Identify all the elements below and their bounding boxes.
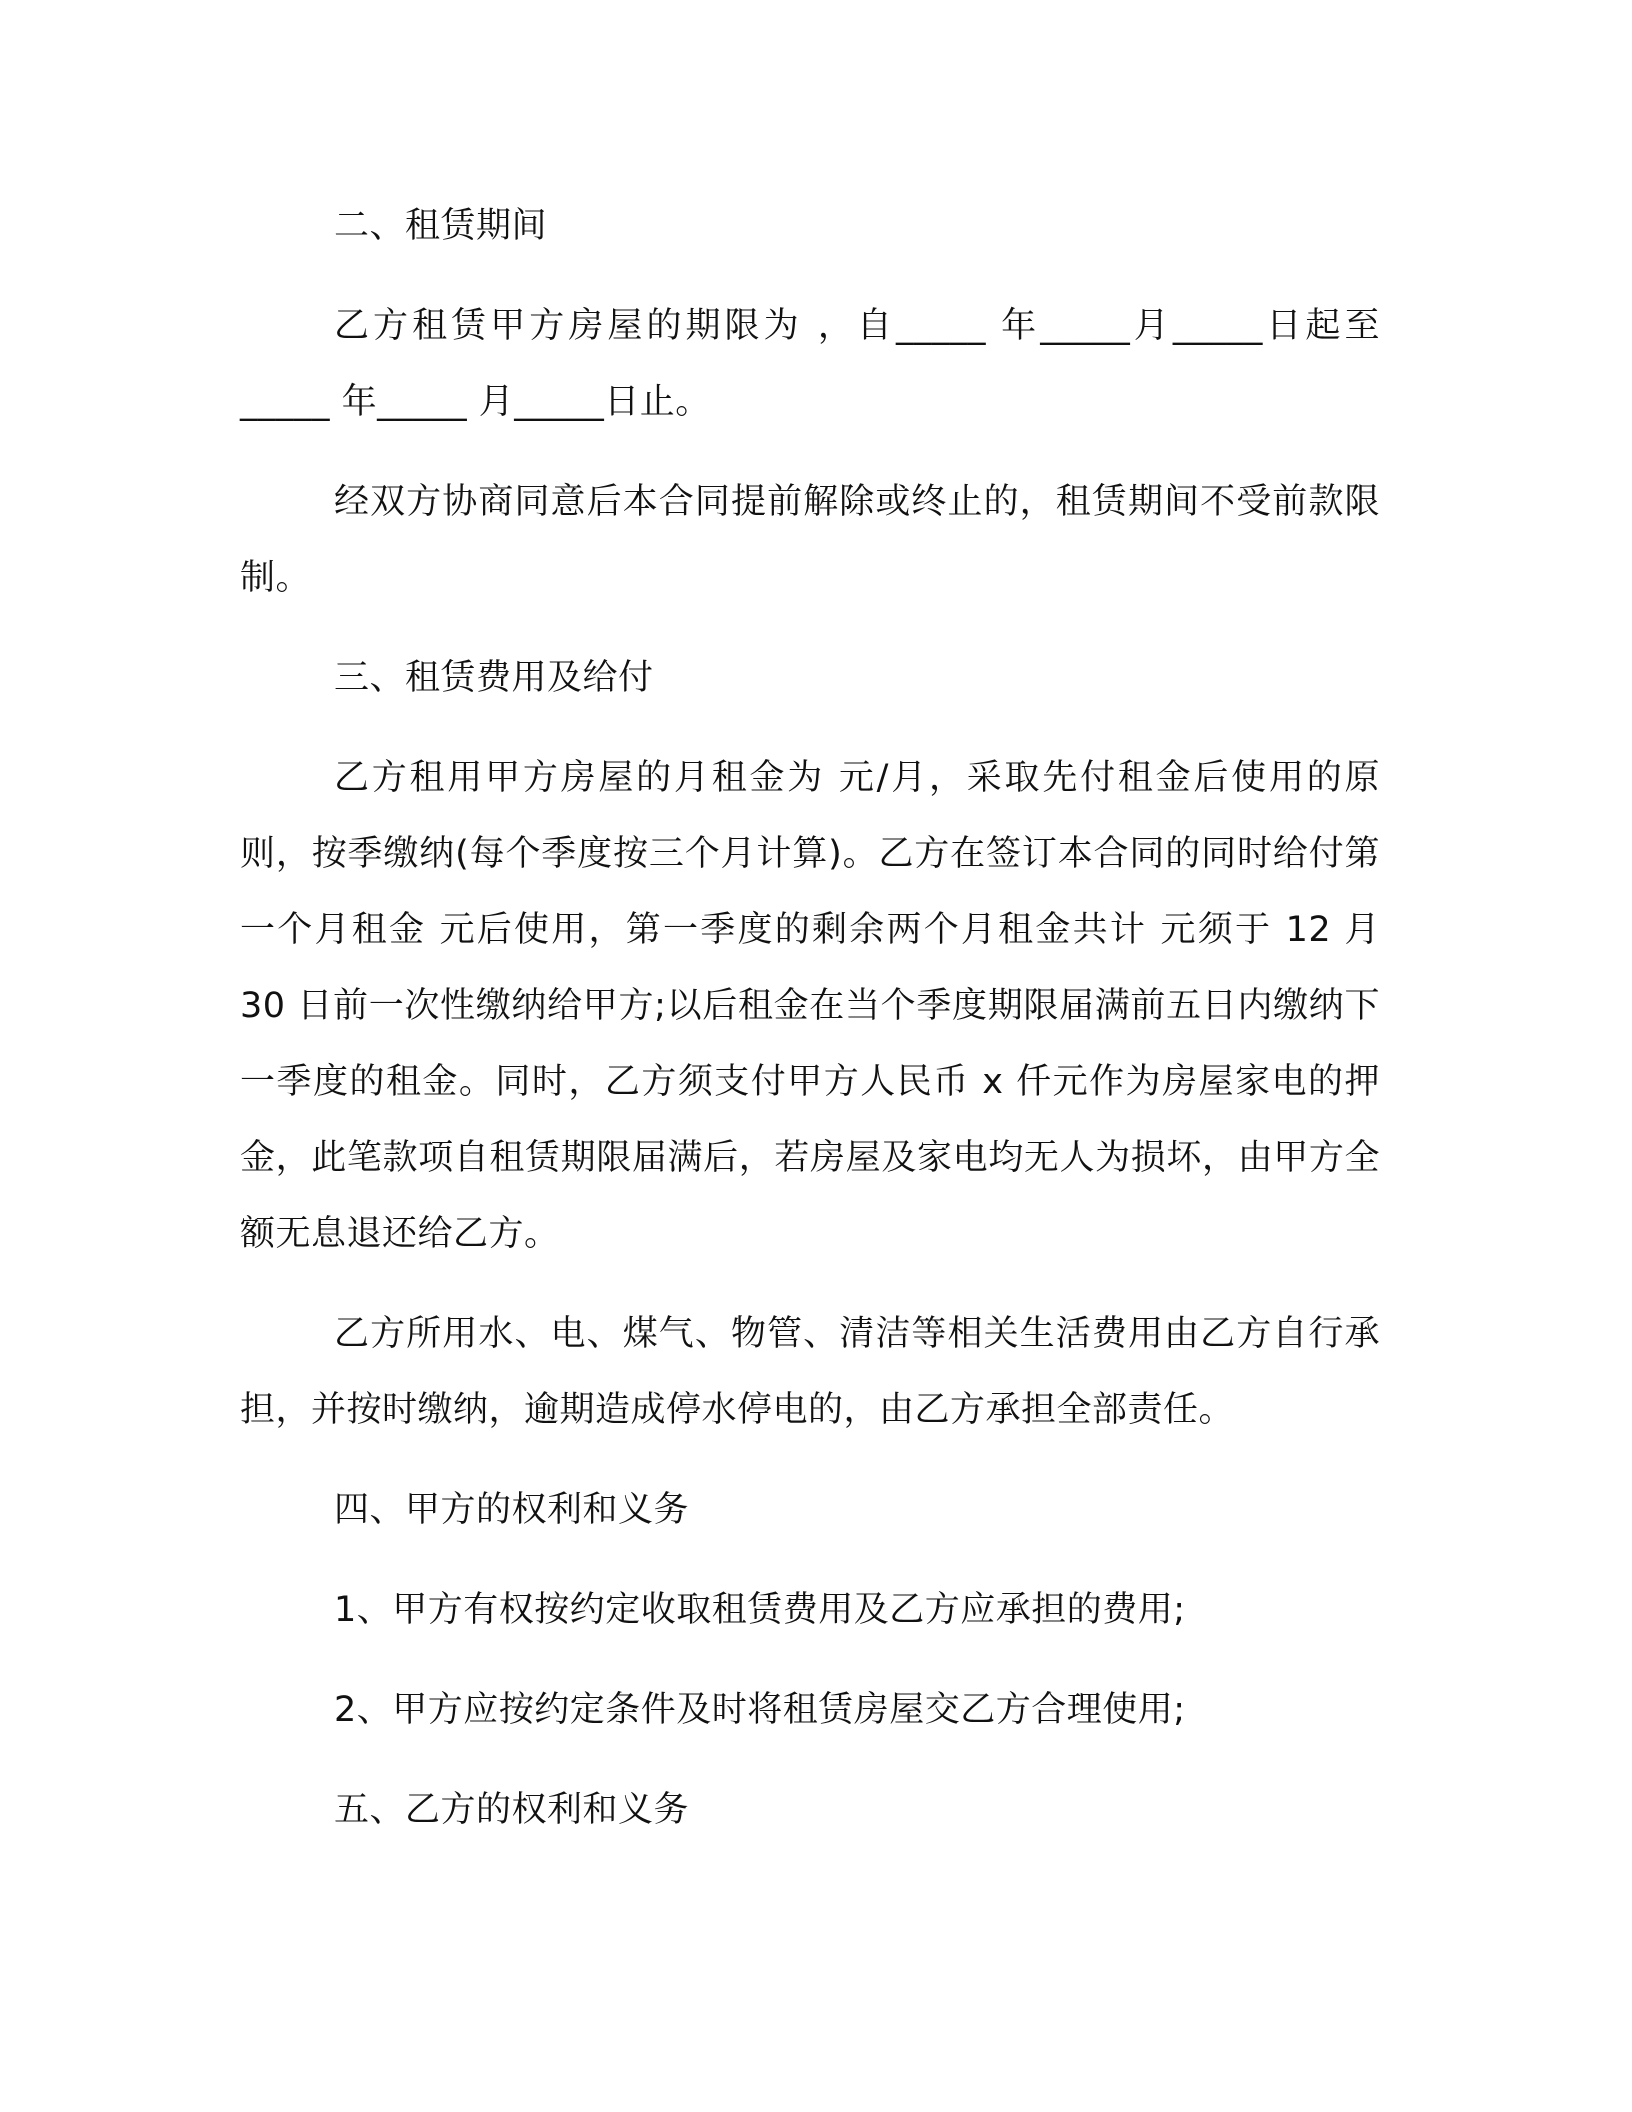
list-item-party-a-1: 1、甲方有权按约定收取租赁费用及乙方应承担的费用; [334,1590,1186,1630]
paragraph-early-termination: 经双方协商同意后本合同提前解除或终止的，租赁期间不受前款限制。 [240,482,1380,598]
paragraph-utilities: 乙方所用水、电、煤气、物管、清洁等相关生活费用由乙方自行承担，并按时缴纳，逾期造成停水停电的，由乙方承担全部责任。 [240,1314,1380,1430]
section-heading-party-a-rights: 四、甲方的权利和义务 [334,1490,690,1530]
list-item-party-a-2: 2、甲方应按约定条件及时将租赁房屋交乙方合理使用; [334,1690,1186,1730]
section-heading-lease-period: 二、租赁期间 [334,206,548,246]
section-heading-party-b-rights: 五、乙方的权利和义务 [334,1790,690,1830]
paragraph-lease-term: 乙方租赁甲方房屋的期限为 ，自_____ 年_____月_____日起至_____ 年_____ 月_____日止。 [240,306,1380,422]
section-heading-rent-payment: 三、租赁费用及给付 [334,658,654,698]
document-body [240,188,1380,1872]
paragraph-rent-terms: 乙方租用甲方房屋的月租金为 元/月，采取先付租金后使用的原则，按季缴纳(每个季度按三个月计算)。乙方在签订本合同的同时给付第一个月租金 元后使用，第一季度的剩余两个月租金共计 元须于 12 月 30 日前一次性缴纳给甲方;以后租金在当个季度期限届满前五日内缴纳下一季度的租金。同时，乙方须支付甲方人民币 x 仟元作为房屋家电的押金，此笔款项自租赁期限届满后，若房屋及家电均无人为损坏，由甲方全额无息退还给乙方。 [240,758,1380,1254]
